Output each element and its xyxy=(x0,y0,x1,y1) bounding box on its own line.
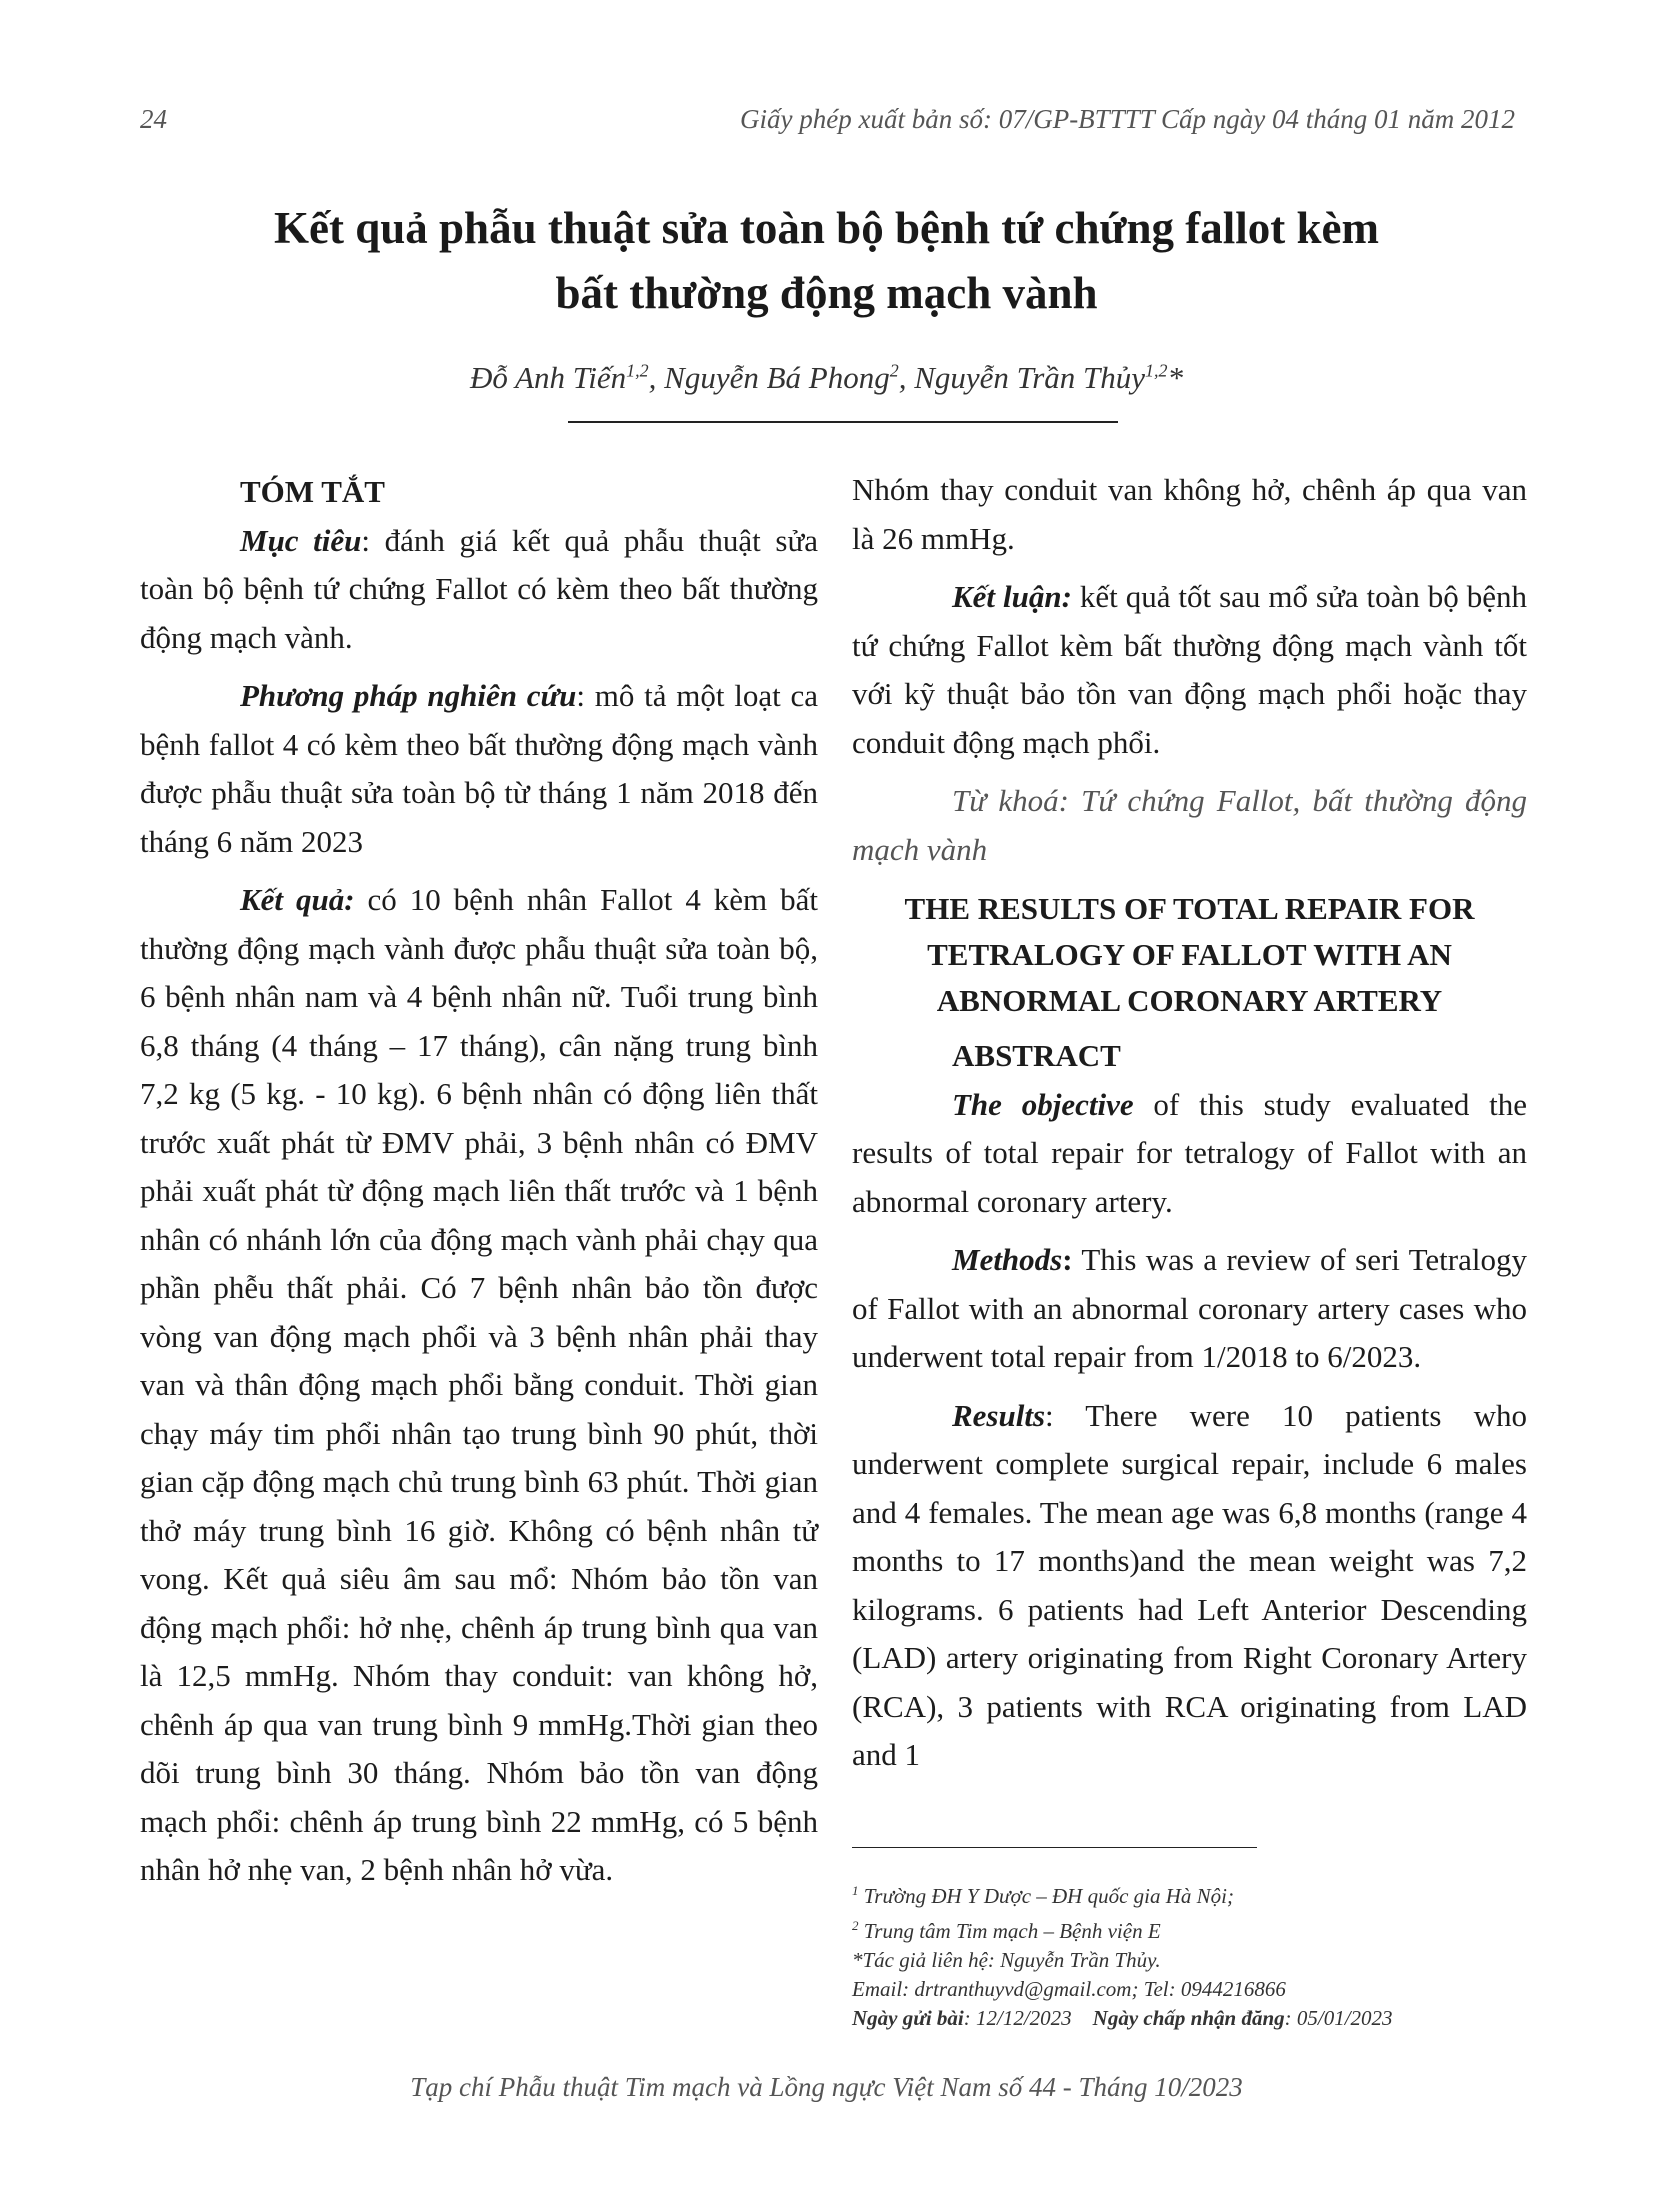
author-1: Đỗ Anh Tiến xyxy=(469,360,627,395)
vi-abstract-heading: TÓM TẮT xyxy=(240,474,385,509)
footnote-dates xyxy=(852,2004,1532,2033)
footnotes xyxy=(852,1876,1532,2033)
vi-methods-text: : mô tả một loạt ca bệnh fallot 4 có kèm theo bất thường động mạch vành được phẫu thuật sửa toàn bộ từ tháng 1 năm 2018 đến tháng 6 năm 2023 xyxy=(140,678,818,859)
vi-results-text: có 10 bệnh nhân Fallot 4 kèm bất thường động mạch vành được phẫu thuật sửa toàn bộ, 6 bệnh nhân nam và 4 bệnh nhân nữ. Tuổi trung bình 6,8 tháng (4 tháng – 17 tháng), cân nặng trung bình 7,2 kg (5 kg. - 10 kg). 6 bệnh nhân có động liên thất trước xuất phát từ ĐMV phải, 3 bệnh nhân có ĐMV phải xuất phát từ động mạch liên thất trước và 1 bệnh nhân có nhánh lớn của động mạch vành phải chạy qua phần phễu thất phải. Có 7 bệnh nhân bảo tồn được vòng van động mạch phổi và 3 bệnh nhân phải thay van và thân động mạch phổi bằng conduit. Thời gian chạy máy tim phổi nhân tạo trung bình 90 phút, thời gian cặp động mạch chủ trung bình 63 phút. Thời gian thở máy trung bình 16 giờ. Không có bệnh nhân tử vong. Kết quả siêu âm sau mổ: Nhóm bảo tồn van động mạch phổi: hở nhẹ, chênh áp trung bình qua van là 12,5 mmHg. Nhóm thay conduit: van không hở, chênh áp qua van trung bình 9 mmHg.Thời gian theo dõi trung bình 30 tháng. Nhóm bảo tồn van động mạch phổi: chênh áp trung bình 22 mmHg, có 5 bệnh nhân hở nhẹ van, 2 bệnh nhân hở vừa. xyxy=(140,882,818,1887)
article-title xyxy=(150,196,1503,326)
en-results-label: Results xyxy=(952,1397,1046,1433)
title-line-2: bất thường động mạch vành xyxy=(555,268,1098,318)
footnote-affiliation-2 xyxy=(852,1911,1532,1946)
en-methods-text: This was a review of seri Tetralogy of Fallot with an abnormal coronary artery cases who underwent total repair from 1/2018 to 6/2023. xyxy=(852,1242,1527,1374)
footnote-marker-2: 2 xyxy=(852,1918,859,1933)
author-1-affiliation: 1,2 xyxy=(626,360,649,381)
vi-objective-text: : đánh giá kết quả phẫu thuật sửa toàn bộ bệnh tứ chứng Fallot có kèm theo bất thường động mạch vành. xyxy=(140,522,819,655)
vi-conclusion-paragraph xyxy=(852,573,1527,767)
vi-methods-label: Phương pháp nghiên cứu xyxy=(240,678,577,713)
vi-methods-paragraph xyxy=(140,672,818,866)
en-results-paragraph xyxy=(852,1392,1527,1780)
en-methods-paragraph xyxy=(852,1236,1527,1382)
footnote-corresponding-author: *Tác giả liên hệ: Nguyễn Trần Thủy. xyxy=(852,1948,1161,1972)
vi-keywords: Từ khoá: Tứ chứng Fallot, bất thường động mạch vành xyxy=(852,783,1527,867)
vi-objective-label: Mục tiêu xyxy=(240,522,362,558)
sent-date-label: Ngày gửi bài xyxy=(852,2006,964,2030)
footnote-affiliation-1 xyxy=(852,1876,1532,1911)
title-divider xyxy=(568,421,1118,423)
vi-results-continued: Nhóm thay conduit van không hở, chênh áp qua van là 26 mmHg. xyxy=(852,472,1527,556)
author-2: Nguyễn Bá Phong xyxy=(664,360,890,395)
right-column xyxy=(852,466,1527,1780)
footnote-contact: Email: drtranthuyvd@gmail.com; Tel: 0944216866 xyxy=(852,1977,1286,2001)
en-methods-label: Methods xyxy=(952,1242,1063,1277)
footnote-marker-1: 1 xyxy=(852,1883,859,1898)
running-header-license: Giấy phép xuất bản số: 07/GP-BTTTT Cấp ngày 04 tháng 01 năm 2012 xyxy=(740,104,1515,134)
title-line-1: Kết quả phẫu thuật sửa toàn bộ bệnh tứ chứng fallot kèm xyxy=(274,203,1379,253)
author-separator: , xyxy=(648,360,665,395)
en-objective-label: The objective xyxy=(952,1086,1134,1122)
footnote-text-2: Trung tâm Tim mạch – Bệnh viện E xyxy=(858,1919,1161,1943)
en-results-text: : There were 10 patients who underwent complete surgical repair, include 6 males and 4 females. The mean age was 6,8 months (range 4 months to 17 months)and the mean weight was 7,2 kilograms. 6 patients had Left Anterior Descending (LAD) artery originating from Right Coronary Artery (RCA), 3 patients with RCA originating from LAD and 1 xyxy=(852,1397,1527,1772)
vi-results-label: Kết quả: xyxy=(240,882,355,917)
english-title-line-3: ABNORMAL CORONARY ARTERY xyxy=(936,983,1443,1018)
en-objective-text: of this study evaluated the results of total repair for tetralogy of Fallot with an abnormal coronary artery. xyxy=(852,1086,1527,1219)
page-number: 24 xyxy=(140,104,167,134)
accepted-date-label: Ngày chấp nhận đăng xyxy=(1092,2006,1285,2030)
author-separator: , xyxy=(898,360,915,395)
left-column xyxy=(140,468,818,1895)
en-methods-colon: : xyxy=(1062,1242,1073,1277)
accepted-date-value: : 05/01/2023 xyxy=(1284,2006,1393,2030)
vi-objective-paragraph xyxy=(140,517,818,663)
sent-date-value: : 12/12/2023 xyxy=(963,2006,1072,2030)
en-objective-paragraph xyxy=(852,1081,1527,1227)
corresponding-mark: * xyxy=(1167,360,1184,395)
journal-footer: Tạp chí Phẫu thuật Tim mạch và Lồng ngực Việt Nam số 44 - Tháng 10/2023 xyxy=(410,2072,1243,2102)
author-2-affiliation: 2 xyxy=(889,360,899,381)
author-3-affiliation: 1,2 xyxy=(1145,360,1168,381)
english-title xyxy=(852,886,1527,1024)
author-3: Nguyễn Trần Thủy xyxy=(914,360,1146,395)
vi-results-paragraph xyxy=(140,876,818,1895)
vi-conclusion-text: kết quả tốt sau mổ sửa toàn bộ bệnh tứ chứng Fallot kèm bất thường động mạch vành tốt với kỹ thuật bảo tồn van động mạch phổi hoặc thay conduit động mạch phổi. xyxy=(852,579,1527,760)
footnote-text-1: Trường ĐH Y Dược – ĐH quốc gia Hà Nội; xyxy=(858,1884,1234,1908)
vi-conclusion-label: Kết luận: xyxy=(952,579,1072,614)
en-abstract-heading: ABSTRACT xyxy=(952,1038,1121,1073)
author-list xyxy=(150,360,1503,396)
english-title-line-2: TETRALOGY OF FALLOT WITH AN xyxy=(927,937,1452,972)
footnote-divider xyxy=(852,1847,1257,1848)
english-title-line-1: THE RESULTS OF TOTAL REPAIR FOR xyxy=(904,891,1475,926)
